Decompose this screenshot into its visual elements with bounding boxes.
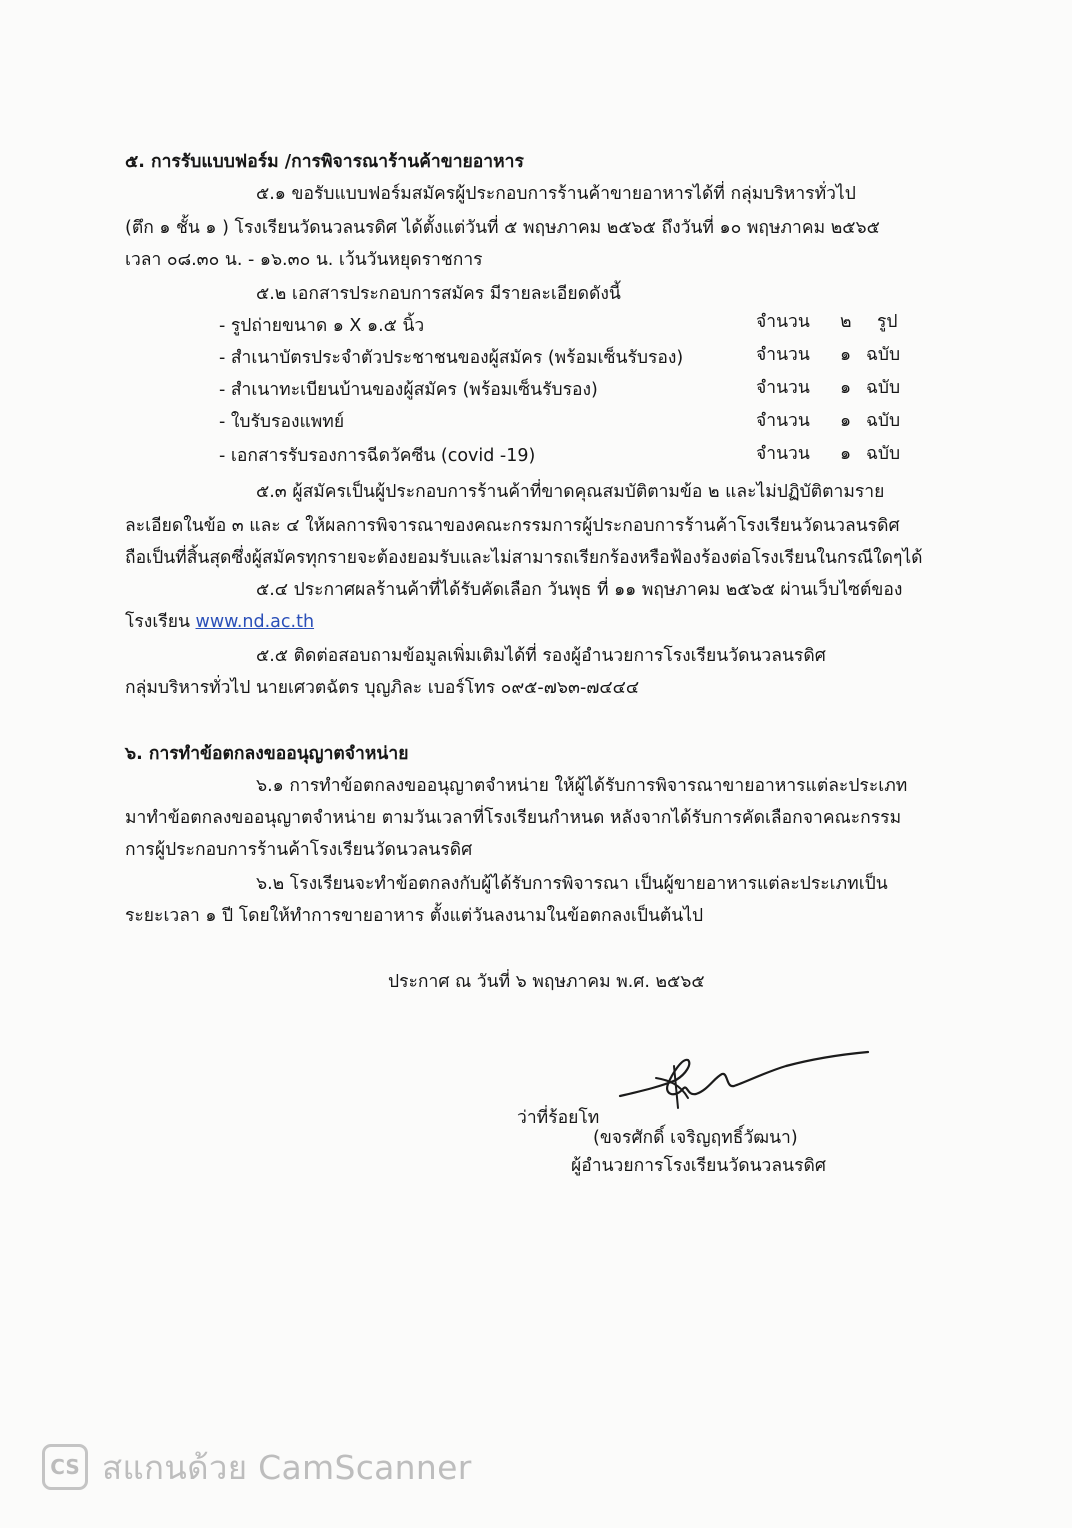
signature-icon: [616, 1050, 876, 1120]
quantity-label: จำนวน: [756, 378, 810, 398]
paragraph-5-5-line-1: ๕.๕ ติดต่อสอบถามข้อมูลเพิ่มเติมได้ที่ รองผู้อำนวยการโรงเรียนวัดนวลนรดิศ: [256, 646, 826, 666]
camscanner-text: สแกนด้วย CamScanner: [102, 1447, 472, 1487]
quantity-value: ๑: [840, 411, 852, 431]
quantity-value: ๑: [840, 345, 852, 365]
paragraph-5-4-line-2: [125, 610, 314, 634]
paragraph-5-3-line-2: ละเอียดในข้อ ๓ และ ๔ ให้ผลการพิจารณาของคณะกรรมการผู้ประกอบการร้านค้าโรงเรียนวัดนวลนรดิศ: [125, 516, 900, 536]
paragraph-5-3-line-3: ถือเป็นที่สิ้นสุดซึ่งผู้สมัครทุกรายจะต้องยอมรับและไม่สามารถเรียกร้องหรือฟ้องร้องต่อโรงเรียนในกรณีใดๆได้: [125, 548, 923, 568]
quantity-value: ๑: [840, 444, 852, 464]
announcement-date: ประกาศ ณ วันที่ ๖ พฤษภาคม พ.ศ. ๒๕๖๕: [388, 972, 705, 992]
paragraph-5-2-intro: ๕.๒ เอกสารประกอบการสมัคร มีรายละเอียดดังนี้: [256, 284, 621, 304]
quantity-label: จำนวน: [756, 444, 810, 464]
section-5-heading: ๕. การรับแบบฟอร์ม /การพิจารณาร้านค้าขายอาหาร: [125, 152, 524, 172]
quantity-unit: ฉบับ: [866, 411, 901, 431]
signatory-position: ผู้อำนวยการโรงเรียนวัดนวลนรดิศ: [571, 1156, 826, 1176]
paragraph-5-1-line-3: เวลา ๐๘.๓๐ น. - ๑๖.๓๐ น. เว้นวันหยุดราชการ: [125, 250, 483, 270]
section-6-heading: ๖. การทำข้อตกลงขออนุญาตจำหน่าย: [125, 744, 409, 764]
quantity-label: จำนวน: [756, 411, 810, 431]
quantity-unit: รูป: [877, 312, 898, 332]
school-prefix: โรงเรียน: [125, 612, 196, 632]
school-website-link[interactable]: www.nd.ac.th: [195, 612, 315, 632]
paragraph-5-5-line-2: กลุ่มบริหารทั่วไป นายเศวตฉัตร บุญภิละ เบอร์โทร ๐๙๕-๗๖๓-๗๔๔๔: [125, 678, 640, 698]
document-name: - สำเนาทะเบียนบ้านของผู้สมัคร (พร้อมเซ็นรับรอง): [219, 380, 598, 400]
quantity-value: ๒: [840, 312, 852, 332]
camscanner-logo-icon: CS: [42, 1444, 88, 1490]
document-name: - เอกสารรับรองการฉีดวัคซีน (covid -19): [219, 446, 536, 466]
document-name: - ใบรับรองแพทย์: [219, 412, 345, 432]
paragraph-6-1-line-2: มาทำข้อตกลงขออนุญาตจำหน่าย ตามวันเวลาที่โรงเรียนกำหนด หลังจากได้รับการคัดเลือกจาคณะกรรม: [125, 808, 902, 828]
paragraph-5-1-line-2: (ตึก ๑ ชั้น ๑ ) โรงเรียนวัดนวลนรดิศ ได้ตั้งแต่วันที่ ๕ พฤษภาคม ๒๕๖๕ ถึงวันที่ ๑๐ พฤษภาคม ๒๕๖๕: [125, 218, 880, 238]
signatory-name: (ขจรศักดิ์ เจริญฤทธิ์วัฒนา): [593, 1128, 798, 1148]
paragraph-6-1-line-1: ๖.๑ การทำข้อตกลงขออนุญาตจำหน่าย ให้ผู้ได้รับการพิจารณาขายอาหารแต่ละประเภท: [256, 776, 908, 796]
signatory-rank: ว่าที่ร้อยโท: [517, 1108, 600, 1128]
quantity-unit: ฉบับ: [866, 444, 901, 464]
paragraph-5-3-line-1: ๕.๓ ผู้สมัครเป็นผู้ประกอบการร้านค้าที่ขาดคุณสมบัติตามข้อ ๒ และไม่ปฏิบัติตามราย: [256, 482, 885, 502]
quantity-unit: ฉบับ: [866, 378, 901, 398]
document-name: - สำเนาบัตรประจำตัวประชาชนของผู้สมัคร (พร้อมเซ็นรับรอง): [219, 348, 684, 368]
quantity-label: จำนวน: [756, 312, 810, 332]
paragraph-6-2-line-2: ระยะเวลา ๑ ปี โดยให้ทำการขายอาหาร ตั้งแต่วันลงนามในข้อตกลงเป็นต้นไป: [125, 906, 704, 926]
paragraph-6-2-line-1: ๖.๒ โรงเรียนจะทำข้อตกลงกับผู้ได้รับการพิจารณา เป็นผู้ขายอาหารแต่ละประเภทเป็น: [256, 874, 888, 894]
camscanner-watermark: [42, 1444, 472, 1490]
paragraph-5-4-line-1: ๕.๔ ประกาศผลร้านค้าที่ได้รับคัดเลือก วันพุธ ที่ ๑๑ พฤษภาคม ๒๕๖๕ ผ่านเว็บไซต์ของ: [256, 580, 903, 600]
quantity-value: ๑: [840, 378, 852, 398]
paragraph-6-1-line-3: การผู้ประกอบการร้านค้าโรงเรียนวัดนวลนรดิศ: [125, 840, 473, 860]
quantity-label: จำนวน: [756, 345, 810, 365]
paragraph-5-1-line-1: ๕.๑ ขอรับแบบฟอร์มสมัครผู้ประกอบการร้านค้าขายอาหารได้ที่ กลุ่มบริหารทั่วไป: [256, 184, 856, 204]
quantity-unit: ฉบับ: [866, 345, 901, 365]
document-name: - รูปถ่ายขนาด ๑ X ๑.๕ นิ้ว: [219, 316, 425, 336]
